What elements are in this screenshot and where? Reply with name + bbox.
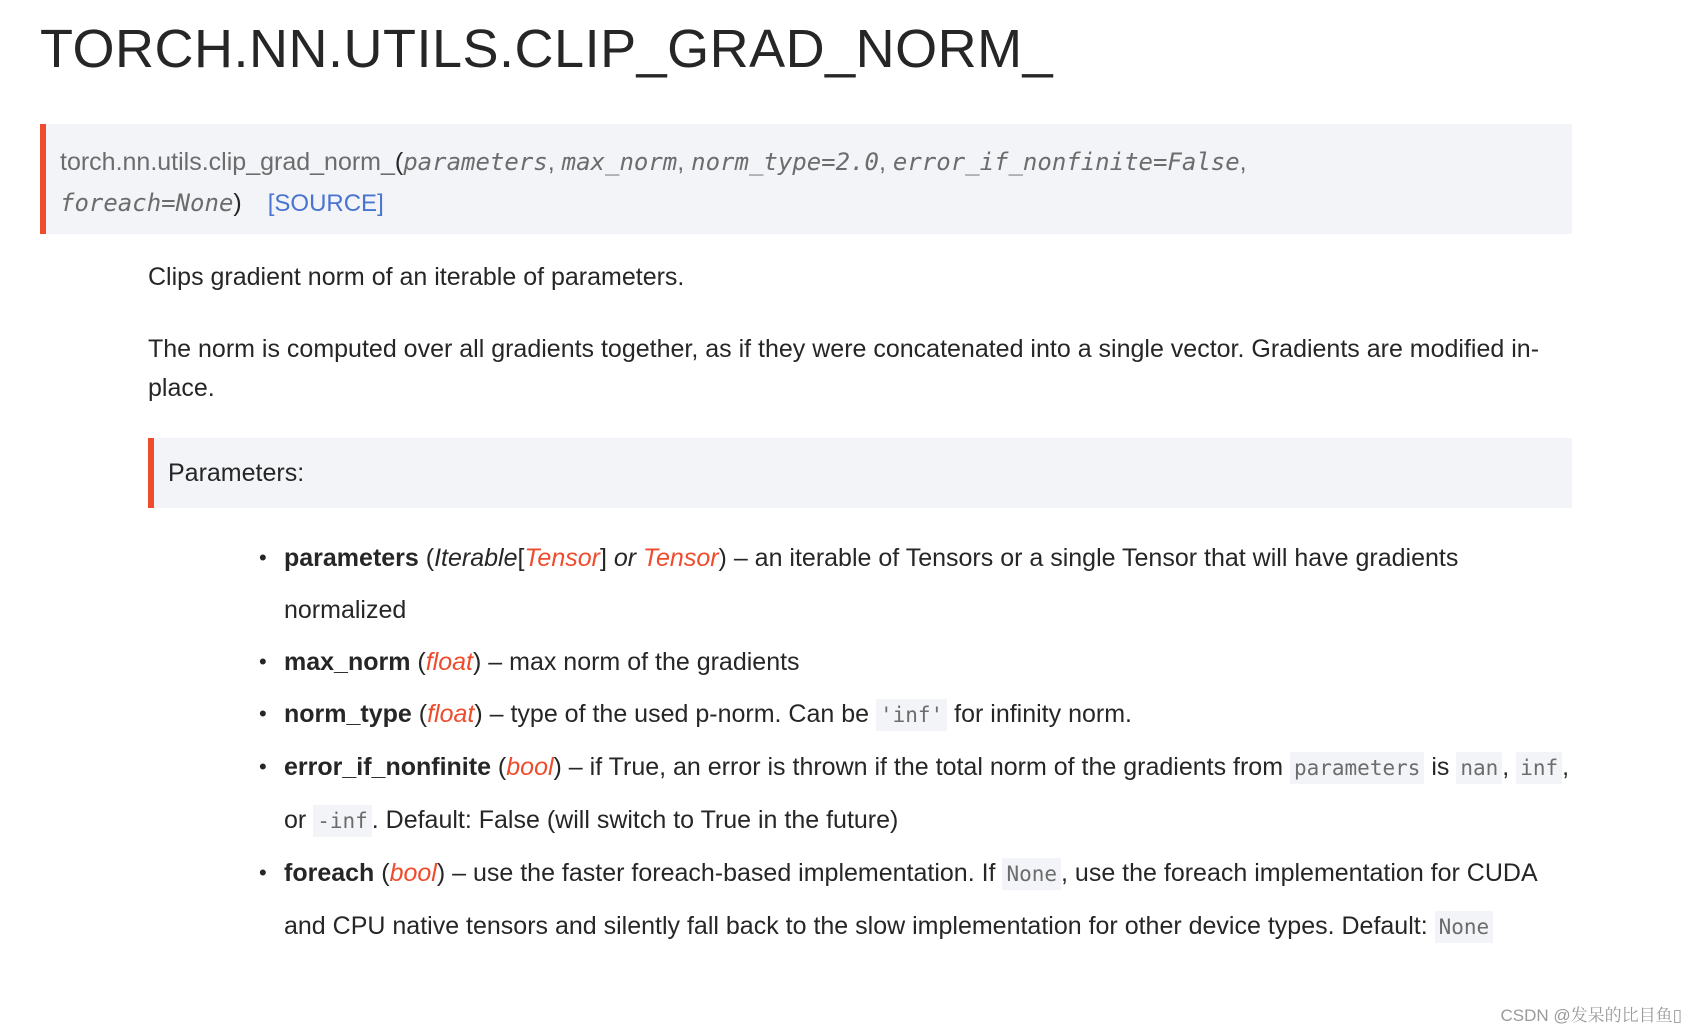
parameters-header: Parameters: bbox=[148, 438, 1572, 508]
bullet: • bbox=[259, 649, 267, 674]
inline-code: None bbox=[1435, 911, 1494, 943]
signature-open-paren: ( bbox=[394, 148, 404, 176]
param-item-error-if-nonfinite: • error_if_nonfinite (bool) – if True, an error is thrown if the total norm of the gradients from parameters is nan , inf , or -inf . Default: False (will switch to True in the future) bbox=[284, 741, 1574, 847]
signature-arg-parameters: parameters bbox=[403, 148, 548, 176]
text-is: is bbox=[1424, 753, 1457, 781]
type-link-tensor[interactable]: Tensor bbox=[524, 544, 600, 572]
signature-comma: , bbox=[1239, 148, 1247, 176]
watermark: CSDN @发呆的比目鱼▯ bbox=[1500, 1006, 1682, 1025]
signature-comma: , bbox=[547, 148, 555, 176]
type-link-tensor[interactable]: Tensor bbox=[643, 544, 719, 572]
signature-arg-error-if-nonfinite: error_if_nonfinite=False bbox=[892, 148, 1240, 176]
signature-comma: , bbox=[677, 148, 685, 176]
signature-function-name: torch.nn.utils.clip_grad_norm_ bbox=[60, 148, 395, 176]
param-description-end: . Default: False (will switch to True in the future) bbox=[371, 806, 899, 834]
param-name: max_norm bbox=[284, 648, 411, 676]
param-description: use the faster foreach-based implementation. If bbox=[472, 859, 1003, 887]
inline-code: nan bbox=[1456, 752, 1502, 784]
signature-arg-norm-type: norm_type=2.0 bbox=[691, 148, 879, 176]
param-name: error_if_nonfinite bbox=[284, 753, 491, 781]
param-description: max norm of the gradients bbox=[509, 648, 800, 676]
description-detail: The norm is computed over all gradients together, as if they were concatenated into a single vector. Gradients are modified in-place. bbox=[148, 335, 1540, 402]
inline-code: inf bbox=[1516, 752, 1562, 784]
param-item-parameters bbox=[259, 532, 1574, 636]
param-name: norm_type bbox=[284, 700, 412, 728]
bullet: • bbox=[259, 754, 267, 779]
type-link-float[interactable]: float bbox=[427, 700, 475, 728]
source-link[interactable]: [SOURCE] bbox=[267, 190, 384, 217]
param-description-mid: , use the foreach implementation for CUDA and CPU native tensors and silently fall back to the slow implementation for other device types. Default: bbox=[284, 859, 1537, 940]
param-item-norm-type: • norm_type (float) – type of the used p-norm. Can be 'inf' for infinity norm. bbox=[284, 688, 1574, 741]
type-link-float[interactable]: float bbox=[425, 648, 473, 676]
inline-code: parameters bbox=[1290, 752, 1424, 784]
param-name: parameters bbox=[284, 544, 419, 572]
type-link-bool[interactable]: bool bbox=[506, 753, 554, 781]
separator: , bbox=[1502, 753, 1517, 781]
param-name: foreach bbox=[284, 859, 375, 887]
type-close-paren: ) bbox=[718, 544, 727, 572]
bullet: • bbox=[259, 701, 267, 726]
bullet: • bbox=[259, 860, 267, 885]
signature-arg-max-norm: max_norm bbox=[561, 148, 678, 176]
parameters-list bbox=[259, 532, 1574, 953]
type-bracket-close: ] bbox=[599, 544, 607, 572]
dash: – bbox=[481, 648, 510, 676]
dash: – bbox=[561, 753, 590, 781]
signature-arg-foreach: foreach=None bbox=[60, 189, 234, 217]
inline-code: -inf bbox=[313, 805, 372, 837]
param-item-foreach: • foreach (bool) – use the faster foreach-based implementation. If None , use the foreach implementation for CUDA and CPU native tensors and silently fall back to the slow implementation for other device types. Default: None bbox=[284, 847, 1574, 953]
function-signature bbox=[40, 124, 1572, 234]
type-link-bool[interactable]: bool bbox=[389, 859, 437, 887]
param-item-max-norm: • max_norm (float) – max norm of the gradients bbox=[284, 636, 1574, 688]
separator: , or bbox=[284, 753, 1570, 834]
dash: – bbox=[726, 544, 755, 572]
type-or: or bbox=[606, 544, 644, 572]
param-description: an iterable of Tensors or a single Tensor that will have gradients normalized bbox=[284, 544, 1459, 624]
description-summary: Clips gradient norm of an iterable of parameters. bbox=[148, 263, 685, 291]
signature-close-paren: ) bbox=[233, 189, 242, 217]
param-description: type of the used p-norm. Can be bbox=[510, 700, 876, 728]
dash: – bbox=[445, 859, 473, 887]
type-bracket-open: [ bbox=[517, 544, 525, 572]
dash: – bbox=[482, 700, 511, 728]
inline-code: 'inf' bbox=[876, 699, 947, 731]
bullet: • bbox=[259, 545, 267, 570]
param-description-end: for infinity norm. bbox=[947, 700, 1132, 728]
page-title: TORCH.NN.UTILS.CLIP_GRAD_NORM_ bbox=[40, 19, 1054, 79]
type-open-paren: ( bbox=[418, 544, 435, 572]
param-type: Iterable bbox=[434, 544, 518, 572]
signature-comma: , bbox=[878, 148, 886, 176]
inline-code: None bbox=[1002, 858, 1061, 890]
param-description: if True, an error is thrown if the total norm of the gradients from bbox=[589, 753, 1290, 781]
